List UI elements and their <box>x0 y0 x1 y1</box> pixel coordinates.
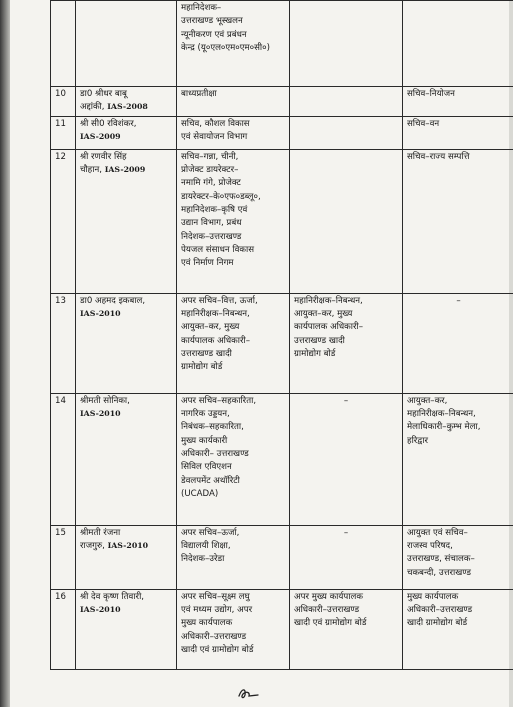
serial-number: 16 <box>51 589 76 669</box>
current-posting-line: सचिव–गन्ना, चीनी, <box>181 151 239 162</box>
current-posting-line: अधिकारी–उत्तराखण्ड <box>181 631 247 642</box>
relieved-from <box>290 149 403 293</box>
current-posting-line: विद्यालयी शिक्षा, <box>181 540 231 551</box>
new-posting-line: सचिव–राज्य सम्पत्ति <box>407 151 470 162</box>
officer-name-line: राजगुरु, IAS-2010 <box>80 540 149 551</box>
current-posting-line: अपर सचिव–ऊर्जा, <box>181 527 240 538</box>
table-row <box>51 393 513 525</box>
new-posting-line: – <box>456 295 461 306</box>
current-posting-line: पेयजल संसाधन विकास <box>181 244 255 255</box>
new-posting-line: हरिद्वार <box>407 435 428 446</box>
officer-name-line: चौहान, IAS-2009 <box>80 164 146 175</box>
serial-number <box>51 1 76 87</box>
relieved-from <box>290 293 403 393</box>
new-posting <box>403 149 513 293</box>
current-posting-line: ग्रामोद्योग बोर्ड <box>181 362 223 373</box>
current-posting-line: अपर सचिव–वित्त, ऊर्जा, <box>181 295 258 306</box>
page-edge-shadow <box>0 0 10 707</box>
ias-batch: IAS-2010 <box>80 604 121 614</box>
serial-number: 12 <box>51 149 76 293</box>
relieved-from <box>290 525 403 589</box>
current-posting <box>177 1 290 87</box>
officer-name <box>76 116 177 149</box>
officer-name-line: डा0 श्रीधर बाबू <box>80 89 127 99</box>
new-posting <box>403 589 513 669</box>
officer-name-line: डा0 अहमद इकबाल, <box>80 295 146 306</box>
serial-number: 15 <box>51 525 76 589</box>
new-posting-line: सचिव–वन <box>407 118 440 129</box>
current-posting-line: आयुक्त–कर, मुख्य <box>181 322 240 333</box>
table-row <box>51 293 513 393</box>
new-posting-line: अधिकारी–उत्तराखण्ड <box>407 604 473 615</box>
officer-name-line: श्री रणवीर सिंह <box>80 151 127 162</box>
current-posting-line: एवं मध्यम उद्योग, अपर <box>181 604 253 615</box>
relieved-from-line: अधिकारी–उत्तराखण्ड <box>294 604 360 615</box>
relieved-from-line: कार्यपालक अधिकारी– <box>294 322 364 333</box>
ias-batch: IAS-2010 <box>80 308 121 318</box>
current-posting-line: न्यूनीकरण एवं प्रबंधन <box>181 29 247 40</box>
current-posting-line: बाध्यप्रतीक्षा <box>181 89 217 99</box>
new-posting-line: मेलाधिकारी–कुम्भ मेला, <box>407 422 481 433</box>
new-posting <box>403 1 513 87</box>
relieved-from <box>290 1 403 87</box>
relieved-from-line: ग्रामोद्योग बोर्ड <box>294 348 336 359</box>
current-posting <box>177 149 290 293</box>
current-posting-line: महानिरीक्षक–निबन्धन, <box>181 308 250 319</box>
new-posting-line: आयुक्त एवं सचिव– <box>407 527 468 538</box>
current-posting <box>177 116 290 149</box>
current-posting-line: कार्यपालक अधिकारी– <box>181 335 251 346</box>
new-posting <box>403 525 513 589</box>
posting-table <box>50 0 513 670</box>
posting-table-body <box>51 1 513 670</box>
current-posting <box>177 589 290 669</box>
table-row <box>51 525 513 589</box>
relieved-from-line: उत्तराखण्ड खादी <box>294 335 345 346</box>
new-posting-line: उत्तराखण्ड, संचालक– <box>407 554 475 565</box>
current-posting-line: नमामि गंगे, प्रोजेक्ट <box>181 178 241 189</box>
current-posting-line: मुख्य कार्यकारी <box>181 435 228 446</box>
serial-number: 11 <box>51 116 76 149</box>
current-posting-line: एवं निर्माण निगम <box>181 258 234 269</box>
ias-batch: IAS-2010 <box>80 408 121 418</box>
officer-name-line: श्री सी0 रविशंकर, <box>80 118 137 129</box>
officer-name-line: श्री देव कृष्ण तिवारी, <box>80 591 145 602</box>
relieved-from <box>290 589 403 669</box>
relieved-from-line: अपर मुख्य कार्यपालक <box>294 591 363 602</box>
current-posting-line: सिविल एविएशन <box>181 462 232 473</box>
new-posting-line: आयुक्त–कर, <box>407 395 448 406</box>
officer-name-line <box>80 604 172 617</box>
new-posting-line: मुख्य कार्यपालक <box>407 591 459 602</box>
relieved-from-line: आयुक्त–कर, मुख्य <box>294 308 353 319</box>
new-posting-line: महानिरीक्षक–निबन्धन, <box>407 408 476 419</box>
relieved-from-line: – <box>343 395 349 406</box>
officer-name-line: अद्दांकी, IAS-2008 <box>80 102 148 113</box>
officer-name-line <box>80 131 172 144</box>
officer-name <box>76 393 177 525</box>
table-row <box>51 589 513 669</box>
officer-name <box>76 87 177 117</box>
current-posting-line: अपर सचिव–सहकारिता, <box>181 395 257 406</box>
officer-name <box>76 525 177 589</box>
current-posting-line: उत्तराखण्ड भूस्खलन <box>181 16 243 27</box>
current-posting <box>177 87 290 117</box>
initials-signature <box>236 686 262 700</box>
officer-name <box>76 149 177 293</box>
current-posting-line: अपर सचिव–सूक्ष्म लघु <box>181 591 250 602</box>
new-posting <box>403 116 513 149</box>
current-posting-line: खादी एवं ग्रामोद्योग बोर्ड <box>181 644 254 655</box>
current-posting-line: निदेशक–उत्तराखण्ड <box>181 231 242 242</box>
new-posting-line: राजस्व परिषद, <box>407 540 453 551</box>
current-posting-line: प्रोजेक्ट डायरेक्टर– <box>181 164 239 175</box>
new-posting-line: सचिव–नियोजन <box>407 89 455 99</box>
officer-name-line <box>80 308 172 321</box>
current-posting-line: उत्तराखण्ड खादी <box>181 348 232 359</box>
relieved-from-line: – <box>343 527 349 538</box>
relieved-from-line: महानिरीक्षक–निबन्धन, <box>294 295 363 306</box>
current-posting-line: एवं सेवायोजन विभाग <box>181 131 248 142</box>
table-row <box>51 87 513 117</box>
serial-number: 13 <box>51 293 76 393</box>
new-posting-line: खादी ग्रामोद्योग बोर्ड <box>407 618 468 629</box>
officer-name-line: श्रीमती रंजना <box>80 527 121 538</box>
current-posting-line: उद्यान विभाग, प्रबंध <box>181 218 242 229</box>
current-posting-line: सचिव, कौशल विकास <box>181 118 250 129</box>
document-page <box>10 0 509 707</box>
current-posting-line: महानिदेशक–कृषि एवं <box>181 204 248 215</box>
ias-batch: IAS-2010 <box>107 540 149 550</box>
relieved-from <box>290 87 403 117</box>
new-posting <box>403 293 513 393</box>
current-posting-line: नागरिक उड्डयन, <box>181 408 230 419</box>
current-posting-line: निदेशक–उरेडा <box>181 554 225 565</box>
current-posting-line: डायरेक्टर–के०एफ०डब्लू०, <box>181 191 261 202</box>
serial-number: 10 <box>51 87 76 117</box>
current-posting-line: महानिदेशक– <box>181 3 222 13</box>
officer-name-line <box>80 408 172 421</box>
table-row <box>51 1 513 87</box>
officer-name <box>76 293 177 393</box>
officer-name-line: श्रीमती सोनिका, <box>80 395 130 406</box>
current-posting-line: मुख्य कार्यपालक <box>181 618 233 629</box>
officer-name <box>76 589 177 669</box>
current-posting-line: निबंधक–सहकारिता, <box>181 422 244 433</box>
relieved-from-line: खादी एवं ग्रामोद्योग बोर्ड <box>294 618 367 629</box>
current-posting <box>177 525 290 589</box>
new-posting-line: चकबन्दी, उत्तराखण्ड <box>407 567 471 578</box>
officer-name <box>76 1 177 87</box>
current-posting-line: डेवलपमेंट अथॉरिटी <box>181 475 240 486</box>
current-posting-line: (UCADA) <box>181 488 219 499</box>
new-posting <box>403 393 513 525</box>
table-row <box>51 149 513 293</box>
serial-number: 14 <box>51 393 76 525</box>
ias-batch: IAS-2009 <box>80 131 121 141</box>
ias-batch: IAS-2009 <box>104 164 146 174</box>
current-posting <box>177 393 290 525</box>
current-posting-line: अधिकारी– उत्तराखण्ड <box>181 448 249 459</box>
relieved-from <box>290 116 403 149</box>
ias-batch: IAS-2008 <box>107 102 148 112</box>
current-posting-line: केन्द्र (यू०एल०एम०एम०सी०) <box>181 42 270 53</box>
table-row <box>51 116 513 149</box>
relieved-from <box>290 393 403 525</box>
current-posting <box>177 293 290 393</box>
new-posting <box>403 87 513 117</box>
